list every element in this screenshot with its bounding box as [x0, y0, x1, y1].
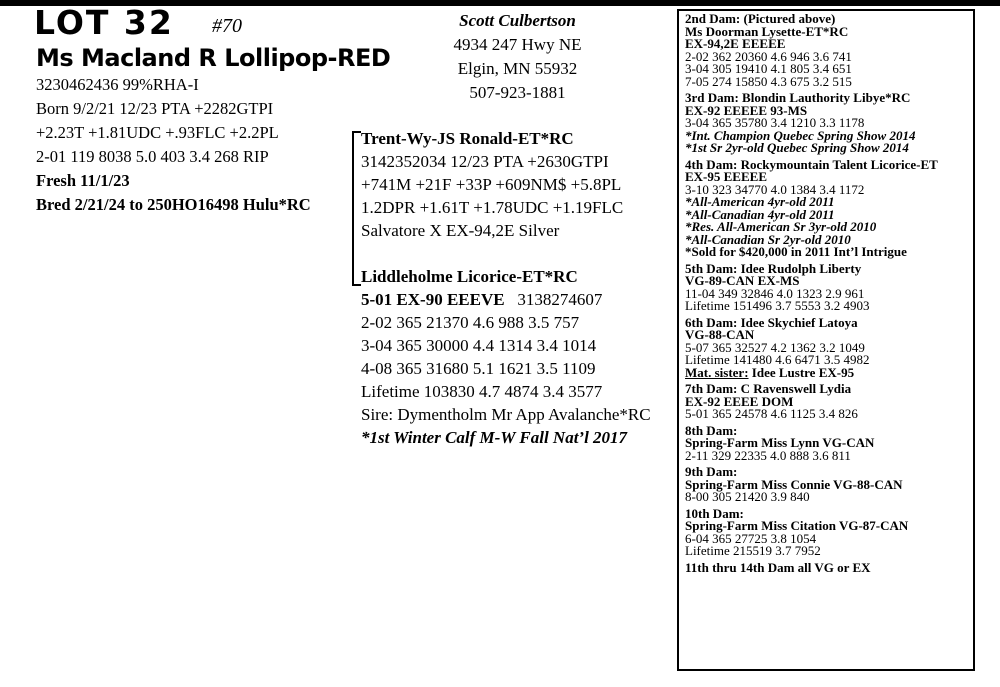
cow-birth-pta: Born 9/2/21 12/23 PTA +2282GTPI	[36, 99, 274, 118]
dam7-record: 5-01 365 24578 4.6 1125 3.4 826	[685, 406, 858, 421]
dam6-section	[685, 314, 973, 380]
dam2-record: 3-04 305 19410 4.1 805 3.4 651	[685, 61, 852, 76]
dam2-section	[685, 13, 973, 88]
dam-record-2: 3-04 365 30000 4.4 1314 3.4 1014	[361, 336, 597, 355]
dam6-record: 5-07 365 32527 4.2 1362 3.2 1049	[685, 339, 865, 355]
dam2-name: Ms Doorman Lysette-ET*RC	[685, 23, 849, 39]
cow-bred: Bred 2/21/24 to 250HO16498 Hulu*RC	[36, 195, 311, 214]
dam7-heading: 7th Dam: C Ravenswell Lydia	[685, 381, 852, 396]
dam6-heading: 6th Dam: Idee Skychief Latoya	[685, 314, 858, 330]
dam-class-bold: 5-01 EX-90 EEEVE	[361, 290, 505, 309]
dam4-sold: *Sold for $420,000 in 2011 Int’l Intrigue	[685, 244, 907, 259]
cow-registration: 3230462436 99%RHA-I	[36, 75, 199, 94]
lot-title: LOT 32	[34, 3, 174, 42]
dam-id: 3138274607	[517, 290, 603, 309]
dam-classification	[361, 288, 651, 311]
dam9-name: Spring-Farm Miss Connie VG-88-CAN	[685, 476, 903, 492]
dam-record-1: 2-02 365 21370 4.6 988 3.5 757	[361, 313, 580, 332]
bracket-tick-sire	[352, 131, 361, 133]
pedigree-box	[677, 9, 975, 671]
dam3-record: 3-04 365 35780 3.4 1210 3.3 1178	[685, 115, 865, 130]
consignor-address1: 4934 247 Hwy NE	[453, 35, 582, 54]
dam4-award: *Res. All-American Sr 3yr-old 2010	[685, 219, 877, 234]
dam4-award: *All-Canadian Sr 2yr-old 2010	[685, 231, 851, 247]
dam10-section	[685, 505, 973, 558]
dam5-lifetime: Lifetime 151496 3.7 5553 3.2 4903	[685, 298, 870, 313]
sire-traits: 1.2DPR +1.61T +1.78UDC +1.19FLC	[361, 198, 624, 217]
pedigree-bracket	[352, 131, 354, 286]
dam2-record: 2-02 362 20360 4.6 946 3.6 741	[685, 48, 852, 64]
dam8-record: 2-11 329 22335 4.0 888 3.6 811	[685, 447, 851, 463]
dam10-record: 6-04 365 27725 3.8 1054	[685, 530, 817, 546]
dam-record-3: 4-08 365 31680 5.1 1621 3.5 1109	[361, 359, 596, 378]
consignor-address2: Elgin, MN 55932	[457, 59, 578, 78]
sire-production: +741M +21F +33P +609NM$ +5.8PL	[361, 175, 622, 194]
dam5-heading: 5th Dam: Idee Rudolph Liberty	[685, 260, 862, 276]
dam4-record: 3-10 323 34770 4.0 1384 3.4 1172	[685, 181, 865, 197]
dam6-sister	[685, 364, 973, 380]
dam10-lifetime: Lifetime 215519 3.7 7952	[685, 543, 821, 558]
dam6-class: VG-88-CAN	[685, 327, 755, 342]
dam-award: *1st Winter Calf M-W Fall Nat’l 2017	[361, 428, 628, 447]
dam-name: Liddleholme Licorice-ET*RC	[361, 267, 578, 286]
cow-fresh: Fresh 11/1/23	[36, 171, 130, 190]
dam4-section	[685, 156, 973, 259]
dam6-lifetime: Lifetime 141480 4.6 6471 3.5 4982	[685, 352, 870, 367]
dam3-section	[685, 92, 973, 155]
dam5-record: 11-04 349 32846 4.0 1323 2.9 961	[685, 285, 865, 301]
cow-details	[36, 73, 311, 217]
sire-id-pta: 3142352034 12/23 PTA +2630GTPI	[361, 152, 609, 171]
dam-sire: Sire: Dymentholm Mr App Avalanche*RC	[361, 405, 651, 424]
bracket-tick-dam	[352, 284, 361, 286]
dam2-class: EX-94,2E EEEEE	[685, 36, 786, 51]
dam5-section	[685, 260, 973, 313]
cow-type-traits: +2.23T +1.81UDC +.93FLC +2.2PL	[36, 123, 279, 142]
sire-pedigree: Salvatore X EX-94,2E Silver	[361, 221, 560, 240]
dam10-heading: 10th Dam:	[685, 505, 744, 521]
dam9-section	[685, 466, 973, 504]
dam9-record: 8-00 305 21420 3.9 840	[685, 489, 810, 504]
dam4-heading: 4th Dam: Rockymountain Talent Licorice-ET	[685, 156, 938, 172]
dam3-heading: 3rd Dam: Blondin Lauthority Libye*RC	[685, 90, 911, 105]
dam7-class: EX-92 EEEE DOM	[685, 393, 794, 409]
dam-block	[361, 265, 651, 449]
lot-number: #70	[212, 15, 242, 37]
cow-record: 2-01 119 8038 5.0 403 3.4 268 RIP	[36, 147, 269, 166]
dam9-heading: 9th Dam:	[685, 464, 738, 479]
consignor-name: Scott Culbertson	[459, 11, 576, 30]
consignor-block	[430, 9, 605, 105]
dam2-record: 7-05 274 15850 4.3 675 3.2 515	[685, 73, 852, 89]
dam4-award: *All-American 4yr-old 2011	[685, 194, 835, 209]
sire-block	[361, 127, 623, 242]
dam4-award: *All-Canadian 4yr-old 2011	[685, 206, 835, 222]
cow-name: Ms Macland R Lollipop-RED	[36, 44, 391, 72]
sister-label: Mat. sister:	[685, 364, 749, 380]
dam-lifetime: Lifetime 103830 4.7 4874 3.4 3577	[361, 382, 603, 401]
dam5-class: VG-89-CAN EX-MS	[685, 273, 800, 288]
pedigree-footer: 11th thru 14th Dam all VG or EX	[685, 559, 871, 575]
dam8-section	[685, 422, 973, 463]
dam3-class: EX-92 EEEEE 93-MS	[685, 102, 808, 118]
dam2-heading: 2nd Dam: (Pictured above)	[685, 11, 836, 26]
sister-name: Idee Lustre EX-95	[748, 364, 855, 380]
consignor-phone: 507-923-1881	[469, 83, 566, 102]
dam4-class: EX-95 EEEEE	[685, 169, 767, 184]
dam8-heading: 8th Dam:	[685, 422, 738, 438]
dam8-name: Spring-Farm Miss Lynn VG-CAN	[685, 435, 875, 450]
dam3-award: *1st Sr 2yr-old Quebec Spring Show 2014	[685, 140, 909, 155]
sire-name: Trent-Wy-JS Ronald-ET*RC	[361, 129, 574, 148]
dam3-award: *Int. Champion Quebec Spring Show 2014	[685, 127, 916, 143]
dam10-name: Spring-Farm Miss Citation VG-87-CAN	[685, 518, 909, 533]
dam7-section	[685, 383, 973, 421]
